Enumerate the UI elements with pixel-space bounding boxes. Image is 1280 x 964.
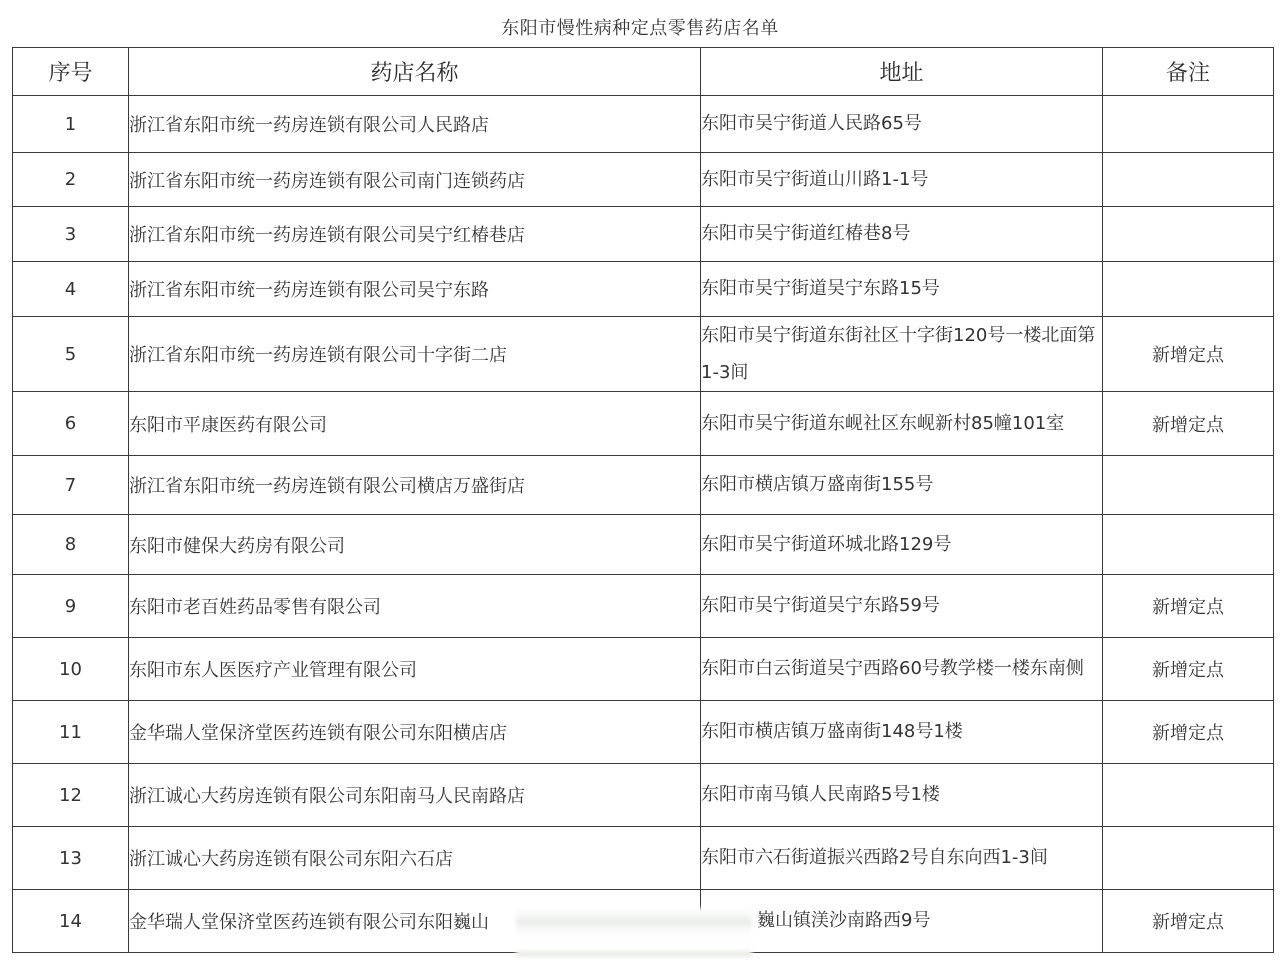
cell-note: 新增定点 — [1103, 638, 1274, 701]
cell-no: 5 — [13, 317, 129, 392]
table-row — [13, 515, 1274, 575]
cell-no: 8 — [13, 515, 129, 575]
cell-address: 东阳市吴宁街道吴宁东路59号 — [701, 575, 1103, 638]
table-header-row — [13, 48, 1274, 96]
cell-note: 新增定点 — [1103, 317, 1274, 392]
table-row — [13, 317, 1274, 392]
cell-no: 4 — [13, 262, 129, 317]
cell-note — [1103, 207, 1274, 262]
cell-note: 新增定点 — [1103, 701, 1274, 764]
cell-no: 11 — [13, 701, 129, 764]
cell-name: 浙江省东阳市统一药房连锁有限公司南门连锁药店 — [129, 153, 701, 207]
cell-name: 金华瑞人堂保济堂医药连锁有限公司东阳横店店 — [129, 701, 701, 764]
cell-note — [1103, 827, 1274, 890]
cell-note: 新增定点 — [1103, 890, 1274, 953]
table-row — [13, 638, 1274, 701]
table-row — [13, 456, 1274, 515]
table-row — [13, 96, 1274, 153]
table-row — [13, 153, 1274, 207]
cell-address: 巍山镇渼沙南路西9号 — [701, 890, 1103, 953]
cell-no: 12 — [13, 764, 129, 827]
cell-address: 东阳市白云街道吴宁西路60号教学楼一楼东南侧 — [701, 638, 1103, 701]
cell-name: 浙江诚心大药房连锁有限公司东阳六石店 — [129, 827, 701, 890]
cell-name: 东阳市健保大药房有限公司 — [129, 515, 701, 575]
cell-no: 7 — [13, 456, 129, 515]
cell-name: 东阳市平康医药有限公司 — [129, 392, 701, 456]
cell-note: 新增定点 — [1103, 575, 1274, 638]
cell-name: 金华瑞人堂保济堂医药连锁有限公司东阳巍山 — [129, 890, 701, 953]
cell-no: 14 — [13, 890, 129, 953]
header-address: 地址 — [701, 48, 1103, 96]
cell-note: 新增定点 — [1103, 392, 1274, 456]
header-no: 序号 — [13, 48, 129, 96]
cell-no: 6 — [13, 392, 129, 456]
table-row — [13, 701, 1274, 764]
cell-address: 东阳市六石街道振兴西路2号自东向西1-3间 — [701, 827, 1103, 890]
cell-address: 东阳市吴宁街道红椿巷8号 — [701, 207, 1103, 262]
cell-no: 13 — [13, 827, 129, 890]
cell-note — [1103, 96, 1274, 153]
cell-no: 10 — [13, 638, 129, 701]
table-row — [13, 764, 1274, 827]
table-row — [13, 575, 1274, 638]
cell-no: 9 — [13, 575, 129, 638]
cell-note — [1103, 764, 1274, 827]
table-row — [13, 392, 1274, 456]
cell-no: 1 — [13, 96, 129, 153]
cell-name: 浙江省东阳市统一药房连锁有限公司吴宁红椿巷店 — [129, 207, 701, 262]
cell-address: 东阳市横店镇万盛南街155号 — [701, 456, 1103, 515]
cell-name: 浙江省东阳市统一药房连锁有限公司人民路店 — [129, 96, 701, 153]
cell-note — [1103, 153, 1274, 207]
cell-address: 东阳市吴宁街道东岘社区东岘新村85幢101室 — [701, 392, 1103, 456]
cell-address: 东阳市吴宁街道环城北路129号 — [701, 515, 1103, 575]
pharmacy-list-table — [12, 47, 1274, 953]
cell-address: 东阳市横店镇万盛南街148号1楼 — [701, 701, 1103, 764]
cell-name: 东阳市老百姓药品零售有限公司 — [129, 575, 701, 638]
cell-name: 浙江诚心大药房连锁有限公司东阳南马人民南路店 — [129, 764, 701, 827]
cell-address: 东阳市南马镇人民南路5号1楼 — [701, 764, 1103, 827]
cell-address: 东阳市吴宁街道人民路65号 — [701, 96, 1103, 153]
header-name: 药店名称 — [129, 48, 701, 96]
cell-address: 东阳市吴宁街道山川路1-1号 — [701, 153, 1103, 207]
cell-note — [1103, 515, 1274, 575]
cell-no: 2 — [13, 153, 129, 207]
cell-address: 东阳市吴宁街道东街社区十字街120号一楼北面第1-3间 — [701, 317, 1103, 392]
table-row — [13, 262, 1274, 317]
cell-name: 浙江省东阳市统一药房连锁有限公司吴宁东路 — [129, 262, 701, 317]
table-row — [13, 207, 1274, 262]
cell-name: 浙江省东阳市统一药房连锁有限公司横店万盛街店 — [129, 456, 701, 515]
table-row — [13, 827, 1274, 890]
cell-note — [1103, 262, 1274, 317]
cell-name: 东阳市东人医医疗产业管理有限公司 — [129, 638, 701, 701]
cell-address: 东阳市吴宁街道吴宁东路15号 — [701, 262, 1103, 317]
document-title: 东阳市慢性病种定点零售药店名单 — [501, 18, 779, 39]
header-note: 备注 — [1103, 48, 1274, 96]
redacted-blur-region — [516, 908, 752, 958]
cell-name: 浙江省东阳市统一药房连锁有限公司十字街二店 — [129, 317, 701, 392]
cell-note — [1103, 456, 1274, 515]
cell-no: 3 — [13, 207, 129, 262]
